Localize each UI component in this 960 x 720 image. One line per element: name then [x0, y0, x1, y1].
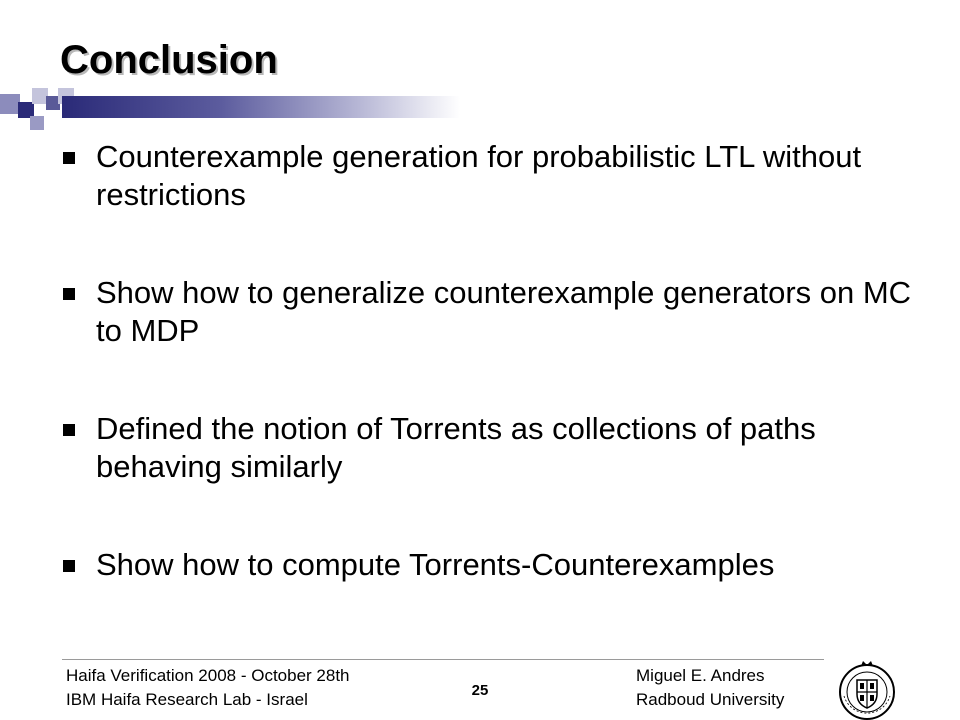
bullet-list	[60, 138, 920, 584]
footer-divider	[62, 659, 824, 660]
deco-square	[30, 116, 44, 130]
bullet-item	[60, 274, 920, 350]
page-number: 25	[471, 682, 489, 699]
footer-left	[66, 664, 350, 712]
footer-affiliation: Radboud University	[636, 690, 785, 709]
square-bullet-icon	[63, 560, 75, 572]
square-bullet-icon	[63, 424, 75, 436]
bullet-item	[60, 410, 920, 486]
footer-right	[636, 664, 784, 712]
bullet-text: Counterexample generation for probabilistic LTL without restrictions	[96, 139, 862, 212]
footer-author: Miguel E. Andres	[636, 666, 765, 685]
radboud-university-seal-icon	[836, 660, 898, 720]
title-gradient-bar	[62, 96, 460, 118]
slide-title: Conclusion	[60, 38, 278, 82]
deco-square	[0, 94, 20, 114]
bullet-text: Show how to compute Torrents-Counterexamples	[96, 547, 775, 582]
square-bullet-icon	[63, 288, 75, 300]
bullet-item	[60, 546, 920, 584]
footer-event: Haifa Verification 2008 - October 28th	[66, 666, 350, 685]
bullet-text: Defined the notion of Torrents as collections of paths behaving similarly	[96, 411, 816, 484]
footer-venue: IBM Haifa Research Lab - Israel	[66, 690, 308, 709]
square-bullet-icon	[63, 152, 75, 164]
bullet-item	[60, 138, 920, 214]
bullet-text: Show how to generalize counterexample generators on MC to MDP	[96, 275, 912, 348]
